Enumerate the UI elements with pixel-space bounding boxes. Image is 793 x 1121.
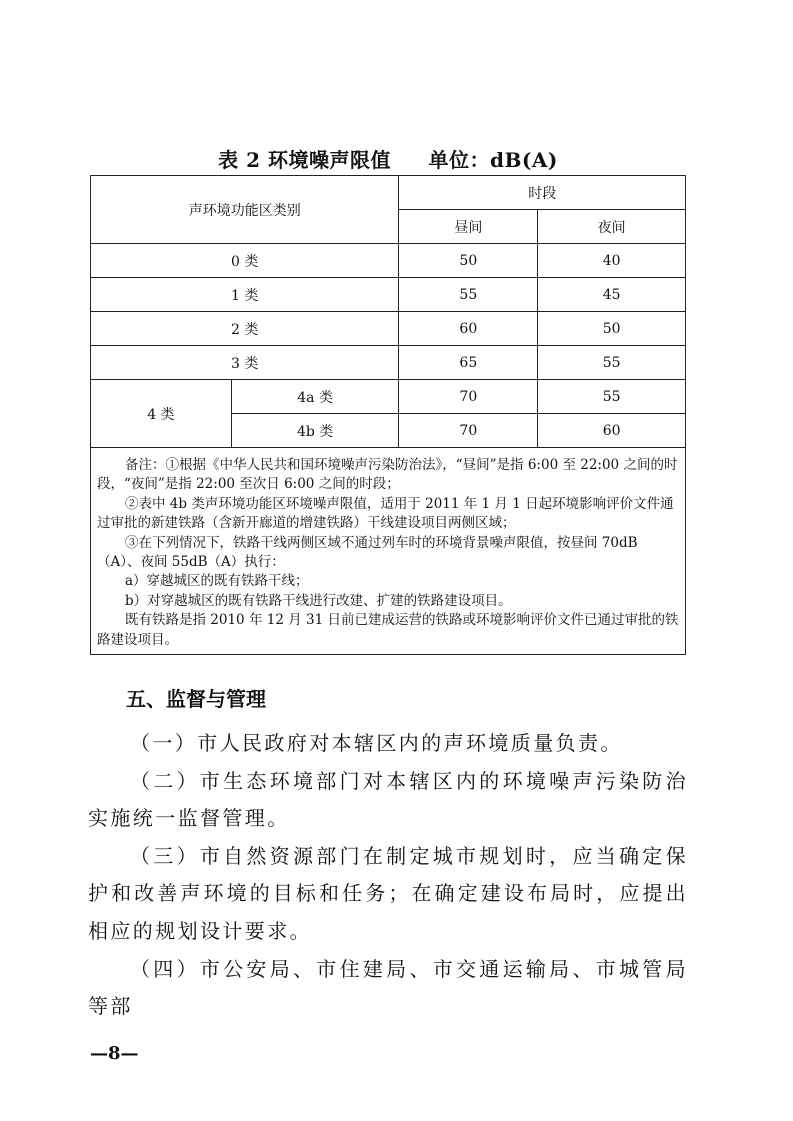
row-night-value: 40 bbox=[538, 244, 686, 278]
row-night-value: 55 bbox=[538, 346, 686, 380]
row-category: 2 类 bbox=[91, 312, 399, 346]
table-title bbox=[90, 144, 686, 173]
table-row bbox=[91, 244, 686, 278]
row-night-value: 45 bbox=[538, 278, 686, 312]
row-subcategory: 4a 类 bbox=[231, 380, 399, 414]
row-category: 1 类 bbox=[91, 278, 399, 312]
noise-limit-table bbox=[90, 175, 686, 655]
row-day-value: 55 bbox=[399, 278, 538, 312]
row-night-value: 55 bbox=[538, 380, 686, 414]
row-night-value: 60 bbox=[538, 414, 686, 448]
body-paragraph: （二）市生态环境部门对本辖区内的环境噪声污染防治实施统一监督管理。 bbox=[88, 768, 688, 831]
section-heading: 五、监督与管理 bbox=[126, 687, 266, 711]
note-line: 备注：①根据《中华人民共和国环境噪声污染防治法》，“昼间”是指 6:00 至 22:00 之间的时段，“夜间”是指 22:00 至次日 6:00 之间的时段； bbox=[97, 457, 678, 493]
row-category: 3 类 bbox=[91, 346, 399, 380]
table-unit: 单位：dB(A) bbox=[428, 148, 558, 172]
header-day: 昼间 bbox=[399, 210, 538, 244]
row-day-value: 50 bbox=[399, 244, 538, 278]
row-day-value: 70 bbox=[399, 414, 538, 448]
body-paragraph: （四）市公安局、市住建局、市交通运输局、市城管局等部 bbox=[88, 956, 688, 1019]
section-body bbox=[88, 725, 688, 1026]
table-row bbox=[91, 346, 686, 380]
header-period: 时段 bbox=[399, 176, 686, 210]
page-number: —8— bbox=[90, 1043, 139, 1064]
table-row bbox=[91, 380, 686, 414]
table-notes bbox=[91, 448, 686, 655]
table-title-text: 表 2 环境噪声限值 bbox=[218, 148, 392, 172]
table-header-row bbox=[91, 176, 686, 210]
row-category: 0 类 bbox=[91, 244, 399, 278]
note-line: a）穿越城区的既有铁路干线； bbox=[125, 573, 309, 590]
table-row bbox=[91, 278, 686, 312]
note-line: ③在下列情况下，铁路干线两侧区域不通过列车时的环境背景噪声限值，按昼间 70dB（A）、夜间 55dB（A）执行： bbox=[97, 534, 638, 571]
body-paragraph: （一）市人民政府对本辖区内的声环境质量负责。 bbox=[130, 731, 623, 755]
row-day-value: 60 bbox=[399, 312, 538, 346]
row-category-4: 4 类 bbox=[91, 380, 232, 448]
table-row bbox=[91, 312, 686, 346]
row-subcategory: 4b 类 bbox=[231, 414, 399, 448]
note-line: ②表中 4b 类声环境功能区环境噪声限值，适用于 2011 年 1 月 1 日起环境影响评价文件通过审批的新建铁路（含新开廊道的增建铁路）干线建设项目两侧区域； bbox=[97, 495, 674, 532]
header-night: 夜间 bbox=[538, 210, 686, 244]
row-day-value: 70 bbox=[399, 380, 538, 414]
note-line: 既有铁路是指 2010 年 12 月 31 日前已建成运营的铁路或环境影响评价文件已通过审批的铁路建设项目。 bbox=[97, 612, 679, 648]
note-line: b）对穿越城区的既有铁路干线进行改建、扩建的铁路建设项目。 bbox=[125, 592, 512, 609]
body-paragraph: （三）市自然资源部门在制定城市规划时，应当确定保护和改善声环境的目标和任务；在确定建设布局时，应提出相应的规划设计要求。 bbox=[88, 843, 688, 943]
row-night-value: 50 bbox=[538, 312, 686, 346]
row-day-value: 65 bbox=[399, 346, 538, 380]
header-category: 声环境功能区类别 bbox=[91, 176, 399, 244]
table-notes-row bbox=[91, 448, 686, 655]
